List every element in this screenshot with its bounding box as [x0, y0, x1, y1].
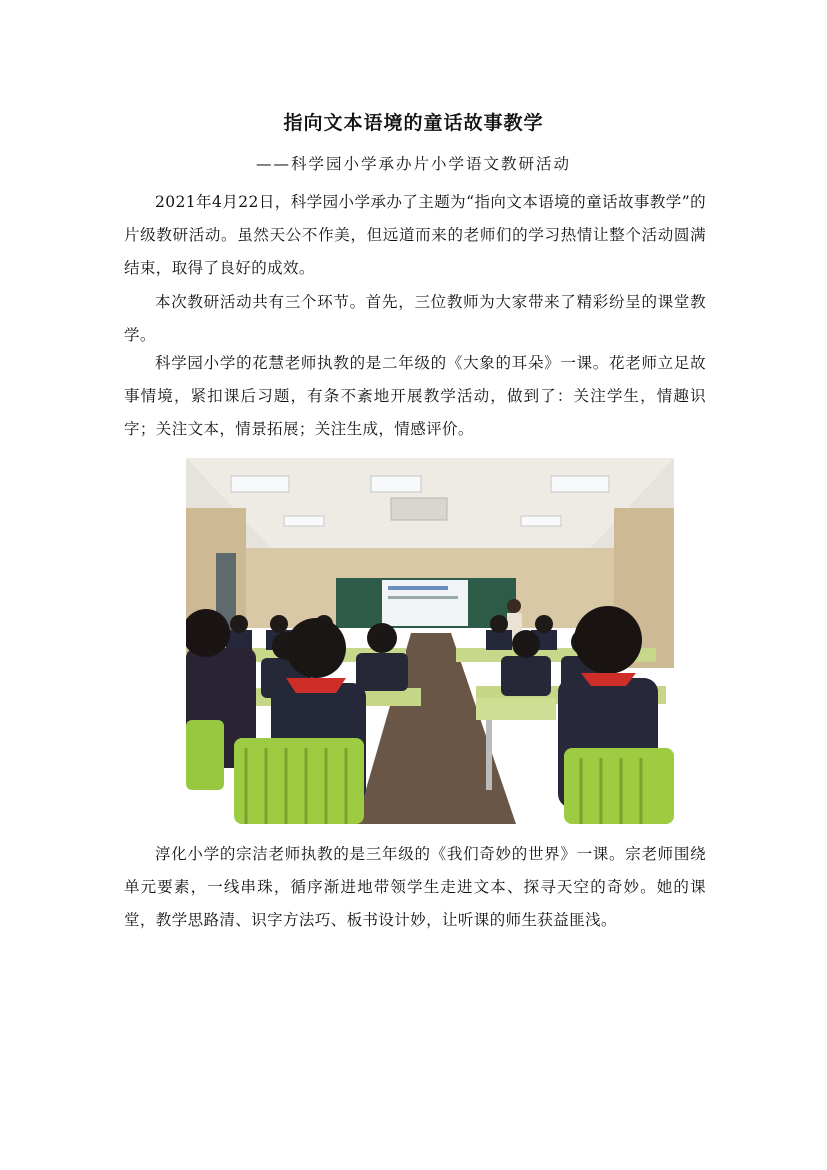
paragraph-3: 科学园小学的花慧老师执教的是二年级的《大象的耳朵》一课。花老师立足故事情境，紧扣课后习题，有条不紊地开展教学活动，做到了：关注学生，情趣识字；关注文本，情景拓展；关注生成，情感评价。 — [124, 354, 706, 438]
classroom-photo — [186, 458, 674, 824]
document-subtitle: ——科学园小学承办片小学语文教研活动 — [255, 155, 571, 173]
paragraph-1: 2021年4月22日，科学园小学承办了主题为“指向文本语境的童话故事教学”的片级教研活动。虽然天公不作美，但远道而来的老师们的学习热情让整个活动圆满结束，取得了良好的成效。 — [124, 193, 706, 277]
document-title: 指向文本语境的童话故事教学 — [283, 112, 544, 134]
paragraph-2: 本次教研活动共有三个环节。首先，三位教师为大家带来了精彩纷呈的课堂教学。 — [124, 293, 706, 344]
paragraph-4: 淳化小学的宗洁老师执教的是三年级的《我们奇妙的世界》一课。宗老师围绕单元要素，一线串珠，循序渐进地带领学生走进文本、探寻天空的奇妙。她的课堂，教学思路清、识字方法巧、板书设计妙，让听课的师生获益匪浅。 — [124, 845, 706, 929]
